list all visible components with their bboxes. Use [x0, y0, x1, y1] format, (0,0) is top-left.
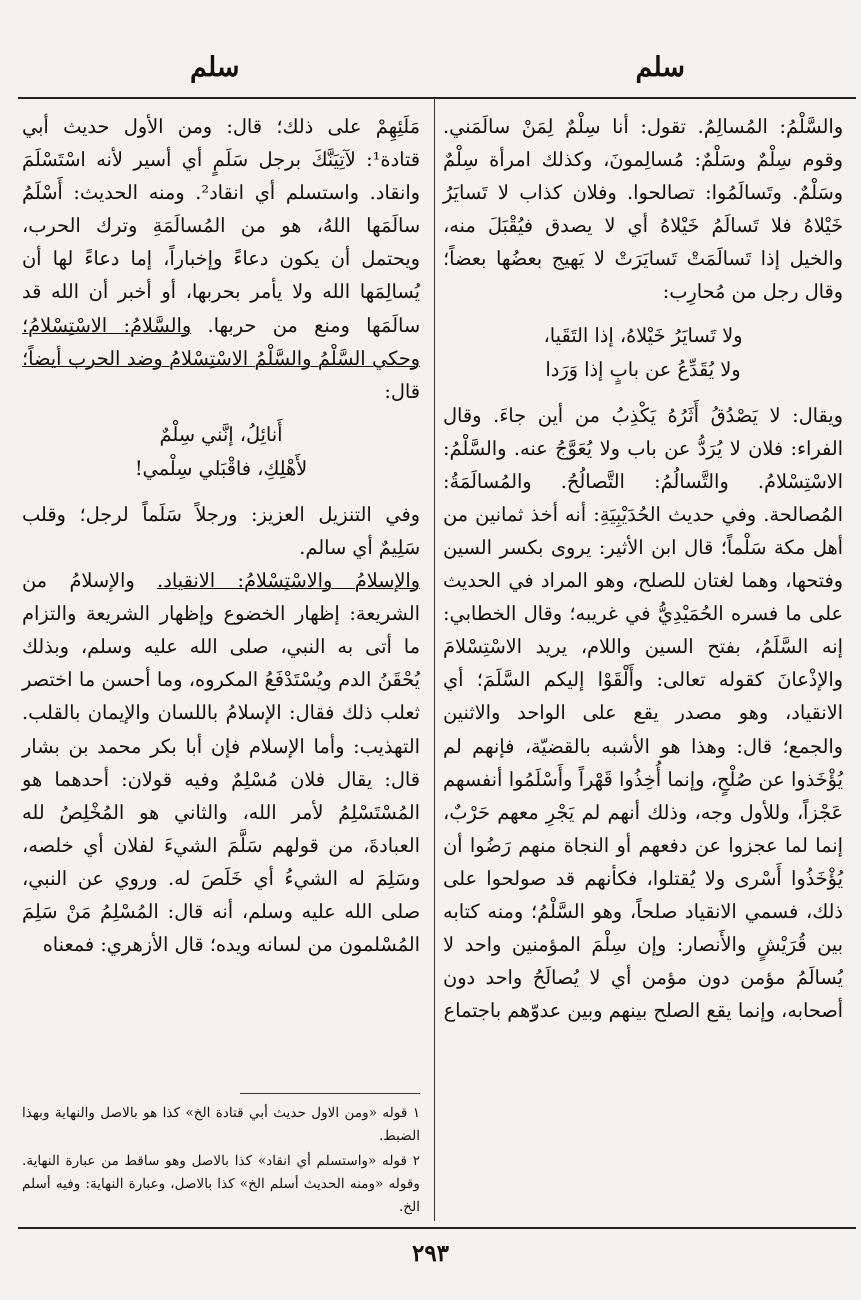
left-paragraph-1-tail: قال:	[384, 379, 420, 403]
bottom-rule	[18, 1227, 856, 1229]
right-paragraph-1: والسَّلْمُ: المُسالِمُ. تقول: أنا سِلْمٌ لِمَنْ سالَمَني. وقوم سِلْمٌ وسَلْمٌ: مُسالِمونَ، وكذلك امرأة سِلْمٌ وسَلْمٌ. وتَسالَمُوا: تصالحوا. وفلان كذاب لا تَسايَرُ خَيْلاهُ فلا تَسالَمُ خَيْلاهُ أي لا يصدق فيُقْبَلَ منه، والخيل إذا تَسالَمَتْ تَسايَرَتْ لا يَهيج بعضُها بعضاً؛ وقال رجل من مُحارِب:	[443, 115, 843, 304]
left-paragraph-1	[22, 110, 420, 408]
left-verse-line-2: لأَهْلِكِ، فاقْبَلي سِلْمي!	[134, 456, 308, 480]
left-paragraph-2: وفي التنزيل العزيز: ورجلاً سَلَماً لرجل؛ وقلب سَلِيمٌ أي سالم.	[22, 502, 420, 559]
left-paragraph-1-text: مَلَئِهِمْ على ذلك؛ قال: ومن الأول حديث أبي قتادة¹: لآتِيَنَّكَ برجل سَلَمٍ أي أسير لأنه اسْتَسْلَمَ وانقاد. واستسلم أي انقاد². ومنه الحديث: أَسْلَمُ سالَمَها اللهُ، هو من المُسالَمَةِ وترك الحرب، ويحتمل أن يكون دعاءً وإخباراً، إما دعاءً لها أن يُسالِمَها الله ولا يأمر بحربها، أو أخبر أن الله قد سالَمَها ومنع من حربها.	[22, 115, 420, 337]
left-verse-line-1: أَنائِلُ، إنَّني سِلْمٌ	[159, 422, 283, 446]
footnote-rule	[240, 1093, 420, 1094]
left-paragraph-3-underlined: والإسلامُ والاسْتِسْلامُ: الانقياد.	[157, 569, 420, 593]
right-verse-line-1: ولا تَسايَرُ خَيْلاهُ، إذا التَقَيا،	[543, 323, 743, 347]
page-header	[20, 52, 855, 92]
left-verse	[22, 418, 420, 486]
left-column	[22, 110, 420, 961]
right-paragraph-2: ويقال: لا يَصْدُقُ أَثَرُهُ يَكْذِبُ من أين جاءَ. وقال الفراء: فلان لا يُرَدُّ عن باب ولا يُعَوَّجُ عنه. والسَّلْمُ: الاسْتِسْلامُ. والتَّسالُمُ: التَّصالُحُ. والمُسالَمَةُ: المُصالحة. وفي حديث الحُدَيْبِيَةِ: أنه أخذ ثمانين من أهل مكة سَلْماً؛ قال ابن الأثير: يروى بكسر السين وفتحها، وهما لغتان للصلح، وهو المراد في الحديث على ما فسره الحُمَيْدِيُّ في غريبه؛ وقال الخطابي: إنه السَّلَمُ، بفتح السين واللام، يريد الاسْتِسْلامَ والإذْعانَ كقوله تعالى: وأَلْقَوْا إليكم السَّلَمَ؛ أي الانقياد، وهو مصدر يقع على الواحد والاثنين والجمع؛ قال: وهذا هو الأشبه بالقضيّة، فإنهم لم يُؤْخَذوا عن صُلْحٍ، وإنما أُخِذُوا قَهْراً وأَسْلَمُوا أنفسهم عَجْزاً، وللأول وجه، وذلك أنهم لم يَجْرِ معهم حَرْبٌ، إنما لما عجزوا عن دفعهم أو النجاة منهم رَضُوا أن يُؤْخَذُوا أَسْرى ولا يُقتلوا، فكأنهم قد صولحوا على ذلك، فسمي الانقياد صلحاً، وهو السَّلْمُ؛ ومنه كتابه بين قُرَيْشٍ والأَنصار: وإن سِلْمَ المؤمنين واحد لا يُسالَمُ مؤمن دون مؤمن أي لا يُصالَحُ واحد دون أصحابه، وإنما يقع الصلح بينهم وبين عدوّهم باجتماع	[443, 403, 843, 1023]
header-right-word: سلم	[635, 52, 685, 83]
footnotes	[22, 1102, 420, 1221]
right-verse-line-2: ولا يُقَدِّعُ عن بابٍ إذا وَرَدا	[545, 357, 741, 381]
left-paragraph-3	[22, 564, 420, 961]
right-column	[443, 110, 843, 1027]
column-divider	[434, 99, 435, 1221]
right-verse	[443, 319, 843, 387]
footnote-2: ٢ قوله «واستسلم أي انقاد» كذا بالاصل وهو ساقط من عبارة النهاية. وقوله «ومنه الحديث أسلم الخ» كذا بالاصل، وعبارة النهاية: وفيه أسلم الخ.	[22, 1153, 420, 1215]
left-paragraph-1-underlined: والسَّلامُ: الاسْتِسْلامُ؛ وحكي السَّلْمُ والسَّلْمُ الاسْتِسْلامُ وضد الحرب أيضاً؛	[22, 313, 420, 370]
top-rule	[18, 97, 856, 99]
page-number: ٢٩٣	[411, 1240, 450, 1267]
left-paragraph-3-text: والإسلامُ من الشريعة: إظهار الخضوع وإظهار الشريعة والتزام ما أتى به النبي، صلى الله عليه وسلم، وبذلك يُحْقَنُ الدم ويُسْتَدْفَعُ المكروه، وما أحسن ما اختصر ثعلب ذلك فقال: الإسلامُ باللسان والإيمان بالقلب. التهذيب: وأما الإسلام فإن أبا بكر محمد بن بشار قال: يقال فلان مُسْلِمٌ وفيه قولان: أحدهما هو المُسْتَسْلِمُ لأمر الله، والثاني هو المُخْلِصُ لله العبادةَ، من قولهم سَلَّمَ الشيءَ لفلان أي خلصه، وسَلِمَ له الشيءُ أي خَلَصَ له. وروي عن النبي، صلى الله عليه وسلم، أنه قال: المُسْلِمُ مَنْ سَلِمَ المُسْلمون من لسانه ويده؛ قال الأزهري: فمعناه	[22, 569, 420, 957]
footnote-1: ١ قوله «ومن الاول حديث أبي قتادة الخ» كذا هو بالاصل والنهاية وبهذا الضبط.	[22, 1105, 420, 1144]
header-left-word: سلم	[190, 52, 240, 83]
